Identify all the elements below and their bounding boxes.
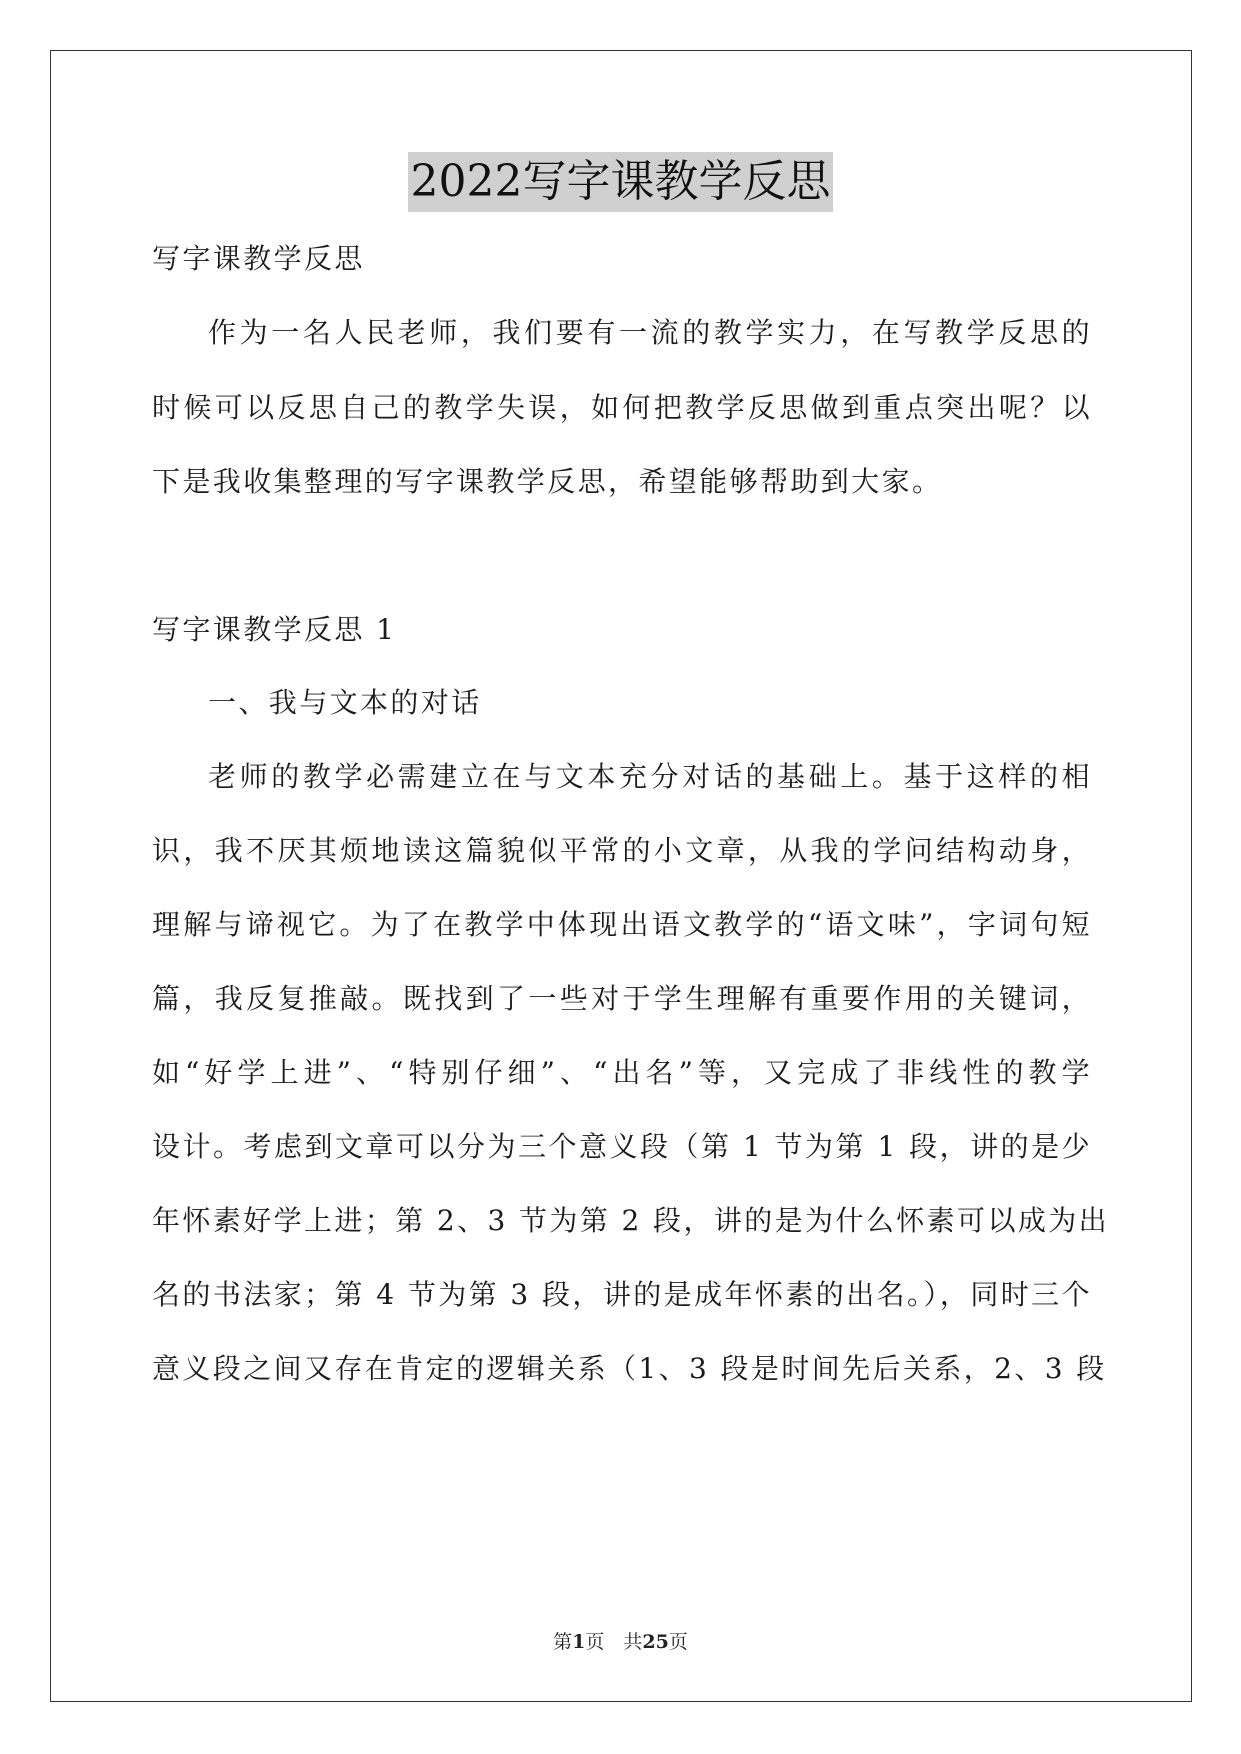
title-container — [0, 152, 1241, 212]
body-line-9: 意义段之间又存在肯定的逻辑关系（1、3 段是时间先后关系，2、3 段 — [152, 1352, 1107, 1385]
body-line-3: 理解与谛视它。为了在教学中体现出语文教学的“语文味”，字词句短 — [152, 908, 1092, 941]
intro-line-1: 作为一名人民老师，我们要有一流的教学实力，在写教学反思的 — [208, 316, 1092, 349]
intro-line-2: 时候可以反思自己的教学失误，如何把教学反思做到重点突出呢？以 — [152, 391, 1092, 424]
page-footer — [0, 1627, 1241, 1654]
page-border — [50, 50, 1192, 1702]
subsection-heading: 一、我与文本的对话 — [208, 686, 482, 719]
footer-page-total: 25 — [642, 1631, 669, 1653]
footer-page-mid: 页 共 — [585, 1631, 643, 1653]
body-line-4: 篇，我反复推敲。既找到了一些对于学生理解有重要作用的关键词， — [152, 982, 1092, 1015]
footer-page-prefix: 第 — [553, 1631, 573, 1653]
body-line-1: 老师的教学必需建立在与文本充分对话的基础上。基于这样的相 — [208, 760, 1092, 793]
body-line-6: 设计。考虑到文章可以分为三个意义段（第 1 节为第 1 段，讲的是少 — [152, 1130, 1092, 1163]
body-line-5: 如“好学上进”、“特别仔细”、“出名”等，又完成了非线性的教学 — [152, 1056, 1092, 1089]
subtitle: 写字课教学反思 — [152, 242, 365, 275]
intro-line-3: 下是我收集整理的写字课教学反思，希望能够帮助到大家。 — [152, 465, 943, 498]
footer-page-current: 1 — [572, 1631, 586, 1653]
body-line-7: 年怀素好学上进；第 2、3 节为第 2 段，讲的是为什么怀素可以成为出 — [152, 1204, 1110, 1237]
body-line-2: 识，我不厌其烦地读这篇貌似平常的小文章，从我的学问结构动身， — [152, 834, 1092, 867]
section-heading: 写字课教学反思 1 — [152, 613, 397, 646]
footer-page-suffix: 页 — [668, 1631, 688, 1653]
document-title: 2022写字课教学反思 — [408, 152, 834, 212]
body-line-8: 名的书法家；第 4 节为第 3 段，讲的是成年怀素的出名。），同时三个 — [152, 1278, 1092, 1311]
